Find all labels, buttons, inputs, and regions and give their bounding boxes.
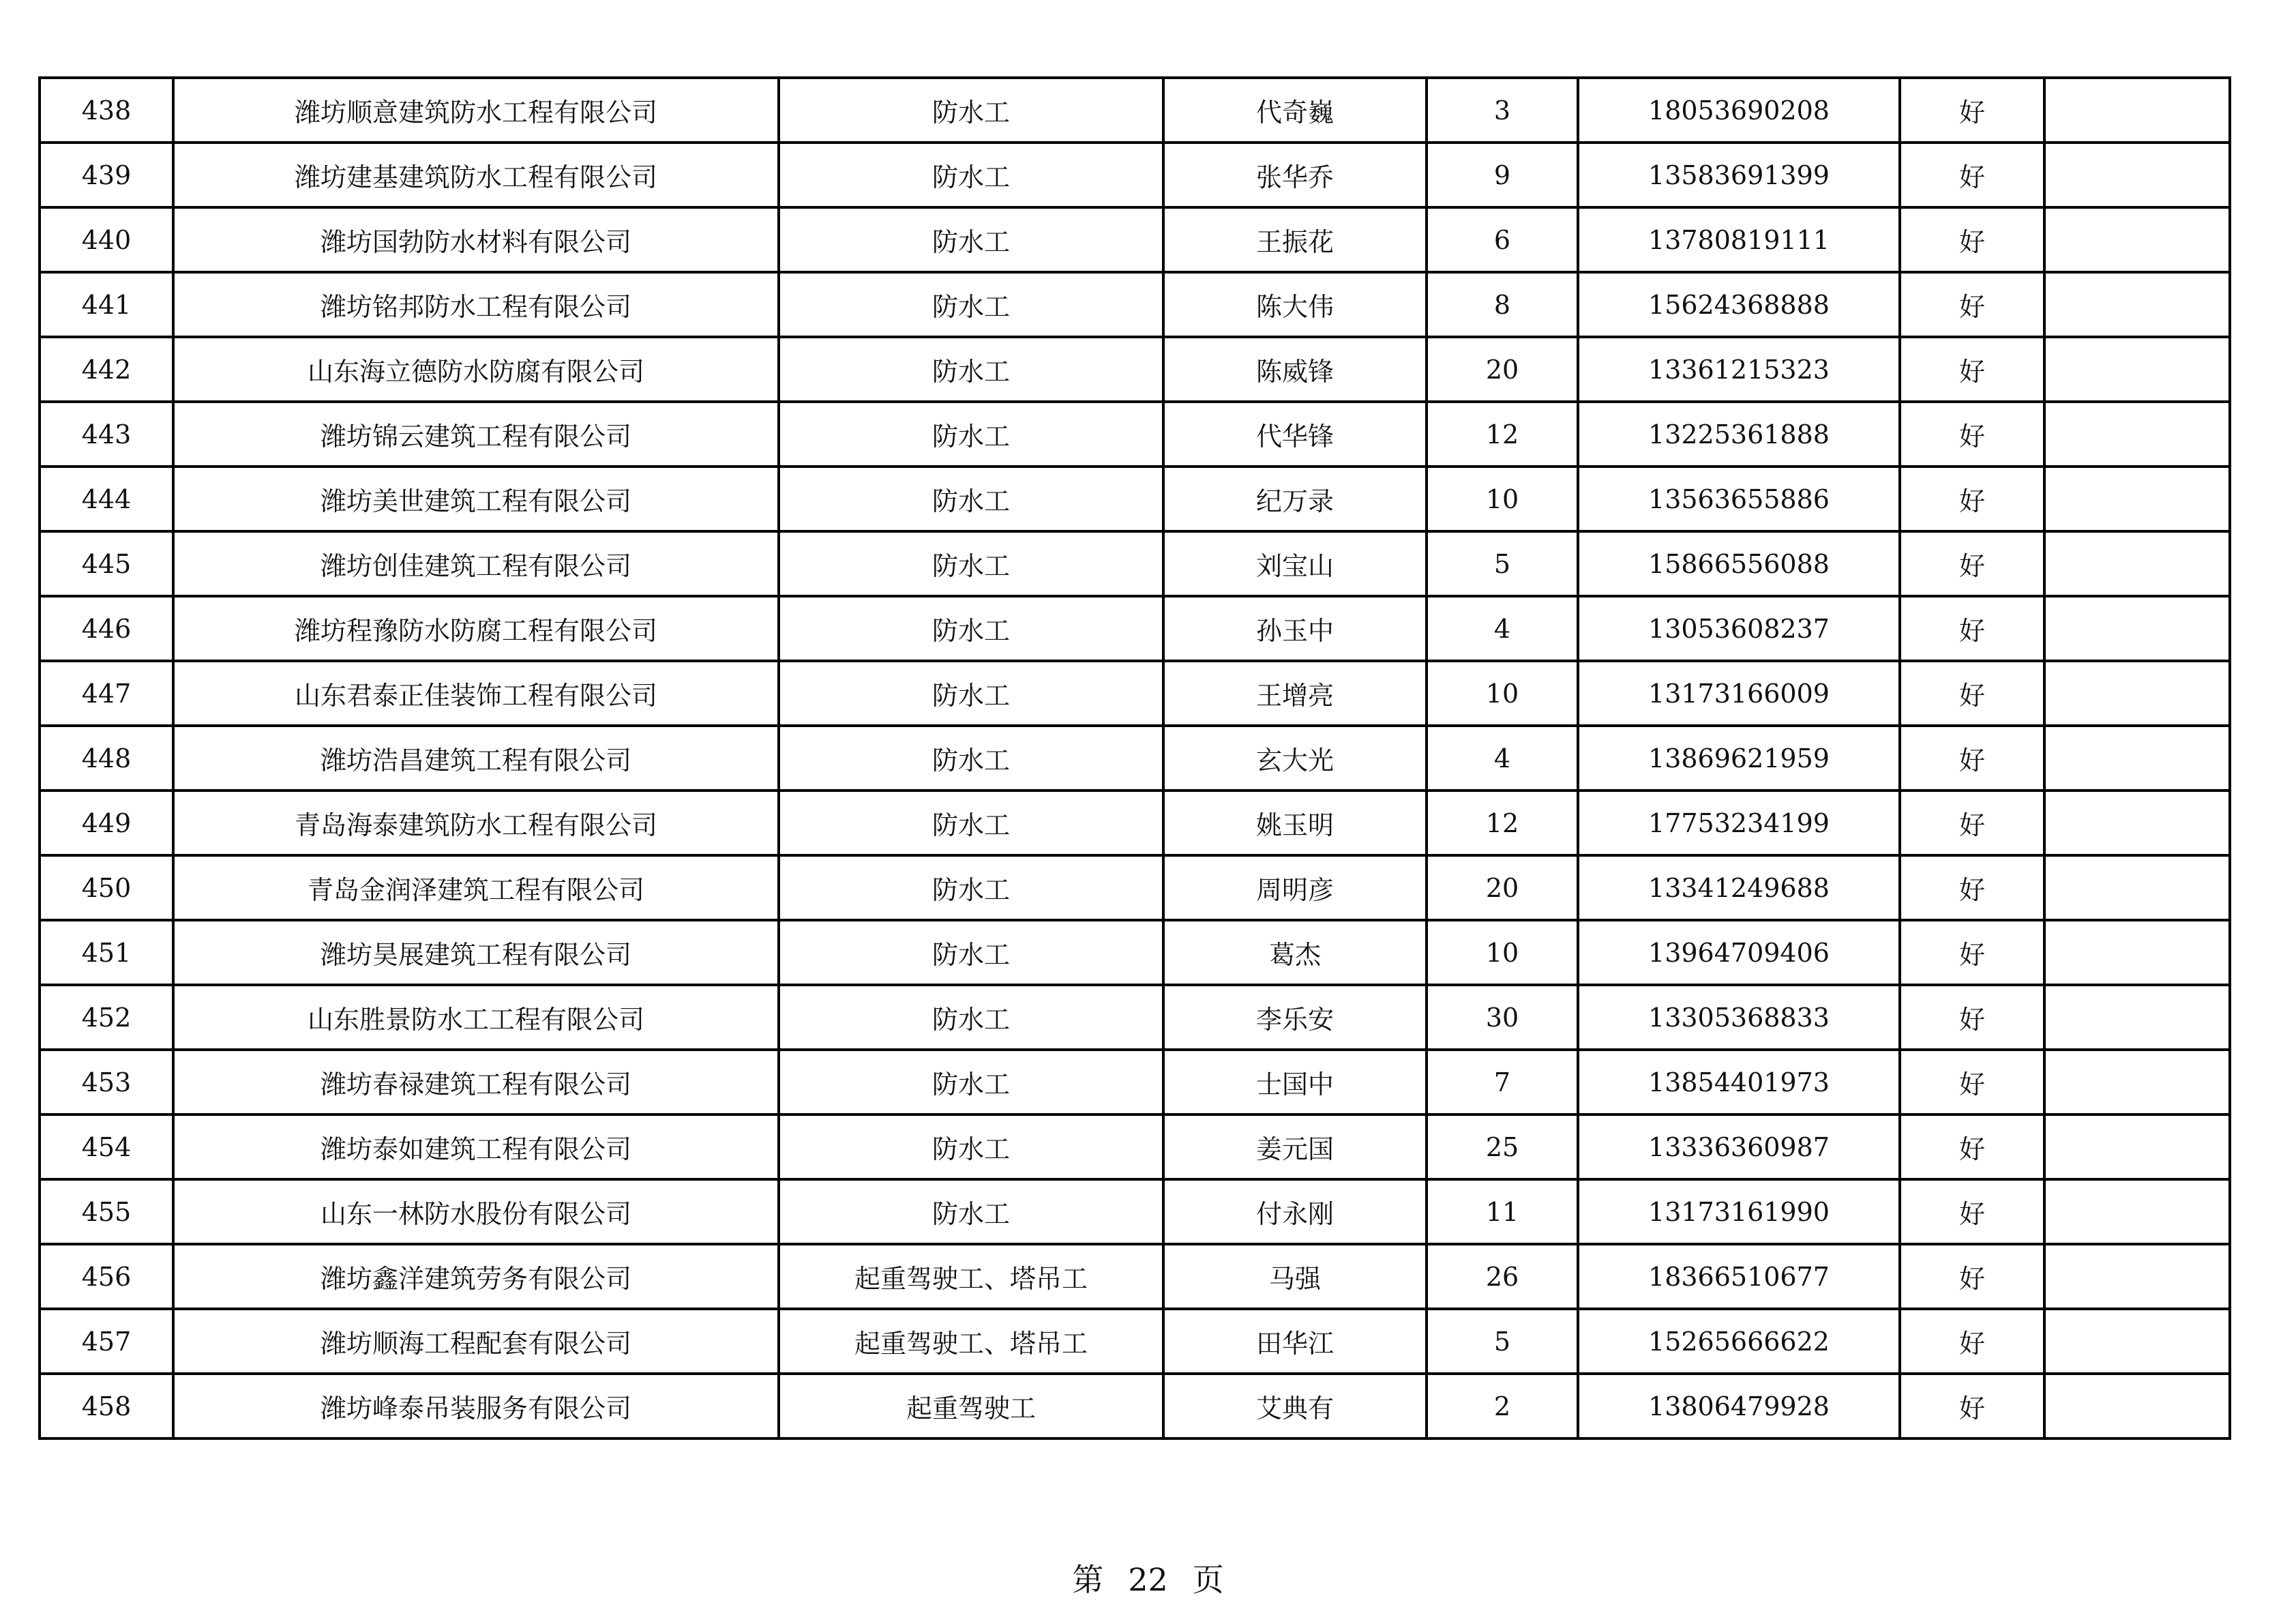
rating-cell: 好 <box>1900 143 2044 207</box>
contact-cell: 纪万录 <box>1163 467 1427 531</box>
table-row <box>40 985 2230 1050</box>
phone-cell: 18053690208 <box>1578 78 1900 143</box>
rating-cell: 好 <box>1900 78 2044 143</box>
phone-cell: 13806479928 <box>1578 1374 1900 1438</box>
phone-cell: 15265666622 <box>1578 1309 1900 1374</box>
remark-cell <box>2044 985 2230 1050</box>
table-row <box>40 791 2230 855</box>
seq-cell: 438 <box>40 78 173 143</box>
company-cell: 潍坊创佳建筑工程有限公司 <box>173 531 779 596</box>
remark-cell <box>2044 596 2230 661</box>
contact-cell: 李乐安 <box>1163 985 1427 1050</box>
trade-cell: 防水工 <box>779 467 1163 531</box>
table-row <box>40 1309 2230 1374</box>
trade-cell: 防水工 <box>779 1114 1163 1179</box>
remark-cell <box>2044 726 2230 791</box>
rating-cell: 好 <box>1900 337 2044 402</box>
remark-cell <box>2044 1179 2230 1244</box>
rating-cell: 好 <box>1900 1114 2044 1179</box>
trade-cell: 防水工 <box>779 78 1163 143</box>
table-row <box>40 661 2230 726</box>
company-cell: 潍坊顺海工程配套有限公司 <box>173 1309 779 1374</box>
phone-cell: 13336360987 <box>1578 1114 1900 1179</box>
contact-cell: 士国中 <box>1163 1050 1427 1114</box>
company-cell: 潍坊春禄建筑工程有限公司 <box>173 1050 779 1114</box>
contact-cell: 刘宝山 <box>1163 531 1427 596</box>
seq-cell: 452 <box>40 985 173 1050</box>
seq-cell: 444 <box>40 467 173 531</box>
table-row <box>40 1050 2230 1114</box>
seq-cell: 440 <box>40 207 173 272</box>
count-cell: 4 <box>1427 596 1578 661</box>
rating-cell: 好 <box>1900 272 2044 337</box>
company-cell: 潍坊国勃防水材料有限公司 <box>173 207 779 272</box>
count-cell: 6 <box>1427 207 1578 272</box>
rating-cell: 好 <box>1900 661 2044 726</box>
table-row <box>40 337 2230 402</box>
company-cell: 潍坊顺意建筑防水工程有限公司 <box>173 78 779 143</box>
rating-cell: 好 <box>1900 726 2044 791</box>
count-cell: 12 <box>1427 791 1578 855</box>
remark-cell <box>2044 402 2230 467</box>
company-cell: 潍坊美世建筑工程有限公司 <box>173 467 779 531</box>
count-cell: 12 <box>1427 402 1578 467</box>
contact-cell: 葛杰 <box>1163 920 1427 985</box>
contact-cell: 王振花 <box>1163 207 1427 272</box>
rating-cell: 好 <box>1900 402 2044 467</box>
contact-cell: 付永刚 <box>1163 1179 1427 1244</box>
company-cell: 青岛金润泽建筑工程有限公司 <box>173 855 779 920</box>
trade-cell: 防水工 <box>779 143 1163 207</box>
rating-cell: 好 <box>1900 855 2044 920</box>
worker-registry-table-container <box>38 76 2228 1440</box>
remark-cell <box>2044 855 2230 920</box>
company-cell: 潍坊峰泰吊装服务有限公司 <box>173 1374 779 1438</box>
seq-cell: 450 <box>40 855 173 920</box>
table-row <box>40 1179 2230 1244</box>
remark-cell <box>2044 207 2230 272</box>
seq-cell: 442 <box>40 337 173 402</box>
count-cell: 20 <box>1427 855 1578 920</box>
trade-cell: 防水工 <box>779 207 1163 272</box>
contact-cell: 代华锋 <box>1163 402 1427 467</box>
seq-cell: 447 <box>40 661 173 726</box>
count-cell: 26 <box>1427 1244 1578 1309</box>
table-row <box>40 207 2230 272</box>
rating-cell: 好 <box>1900 1050 2044 1114</box>
remark-cell <box>2044 467 2230 531</box>
trade-cell: 防水工 <box>779 791 1163 855</box>
rating-cell: 好 <box>1900 1309 2044 1374</box>
count-cell: 25 <box>1427 1114 1578 1179</box>
rating-cell: 好 <box>1900 1374 2044 1438</box>
contact-cell: 代奇巍 <box>1163 78 1427 143</box>
count-cell: 11 <box>1427 1179 1578 1244</box>
phone-cell: 13225361888 <box>1578 402 1900 467</box>
count-cell: 5 <box>1427 531 1578 596</box>
count-cell: 5 <box>1427 1309 1578 1374</box>
company-cell: 山东胜景防水工工程有限公司 <box>173 985 779 1050</box>
rating-cell: 好 <box>1900 1179 2044 1244</box>
trade-cell: 防水工 <box>779 855 1163 920</box>
contact-cell: 王增亮 <box>1163 661 1427 726</box>
phone-cell: 13173161990 <box>1578 1179 1900 1244</box>
rating-cell: 好 <box>1900 1244 2044 1309</box>
phone-cell: 18366510677 <box>1578 1244 1900 1309</box>
table-row <box>40 78 2230 143</box>
contact-cell: 玄大光 <box>1163 726 1427 791</box>
remark-cell <box>2044 920 2230 985</box>
count-cell: 10 <box>1427 920 1578 985</box>
phone-cell: 13854401973 <box>1578 1050 1900 1114</box>
count-cell: 7 <box>1427 1050 1578 1114</box>
trade-cell: 起重驾驶工 <box>779 1374 1163 1438</box>
trade-cell: 防水工 <box>779 1179 1163 1244</box>
seq-cell: 446 <box>40 596 173 661</box>
contact-cell: 田华江 <box>1163 1309 1427 1374</box>
remark-cell <box>2044 1050 2230 1114</box>
seq-cell: 441 <box>40 272 173 337</box>
rating-cell: 好 <box>1900 596 2044 661</box>
seq-cell: 439 <box>40 143 173 207</box>
remark-cell <box>2044 1374 2230 1438</box>
count-cell: 8 <box>1427 272 1578 337</box>
remark-cell <box>2044 1309 2230 1374</box>
trade-cell: 防水工 <box>779 272 1163 337</box>
table-row <box>40 920 2230 985</box>
rating-cell: 好 <box>1900 531 2044 596</box>
contact-cell: 马强 <box>1163 1244 1427 1309</box>
trade-cell: 防水工 <box>779 661 1163 726</box>
trade-cell: 防水工 <box>779 596 1163 661</box>
count-cell: 2 <box>1427 1374 1578 1438</box>
table-row <box>40 1244 2230 1309</box>
phone-cell: 13583691399 <box>1578 143 1900 207</box>
trade-cell: 防水工 <box>779 337 1163 402</box>
company-cell: 潍坊铭邦防水工程有限公司 <box>173 272 779 337</box>
phone-cell: 13563655886 <box>1578 467 1900 531</box>
seq-cell: 449 <box>40 791 173 855</box>
seq-cell: 451 <box>40 920 173 985</box>
seq-cell: 457 <box>40 1309 173 1374</box>
count-cell: 4 <box>1427 726 1578 791</box>
trade-cell: 起重驾驶工、塔吊工 <box>779 1309 1163 1374</box>
rating-cell: 好 <box>1900 207 2044 272</box>
phone-cell: 17753234199 <box>1578 791 1900 855</box>
table-row <box>40 272 2230 337</box>
company-cell: 潍坊鑫洋建筑劳务有限公司 <box>173 1244 779 1309</box>
rating-cell: 好 <box>1900 467 2044 531</box>
seq-cell: 455 <box>40 1179 173 1244</box>
company-cell: 潍坊锦云建筑工程有限公司 <box>173 402 779 467</box>
company-cell: 山东海立德防水防腐有限公司 <box>173 337 779 402</box>
page-number: 22 <box>1128 1561 1168 1598</box>
count-cell: 9 <box>1427 143 1578 207</box>
company-cell: 潍坊泰如建筑工程有限公司 <box>173 1114 779 1179</box>
phone-cell: 13341249688 <box>1578 855 1900 920</box>
trade-cell: 防水工 <box>779 531 1163 596</box>
remark-cell <box>2044 272 2230 337</box>
contact-cell: 陈威锋 <box>1163 337 1427 402</box>
count-cell: 3 <box>1427 78 1578 143</box>
company-cell: 山东一林防水股份有限公司 <box>173 1179 779 1244</box>
contact-cell: 孙玉中 <box>1163 596 1427 661</box>
remark-cell <box>2044 661 2230 726</box>
worker-registry-table <box>38 76 2231 1440</box>
remark-cell <box>2044 1114 2230 1179</box>
table-row <box>40 1114 2230 1179</box>
contact-cell: 张华乔 <box>1163 143 1427 207</box>
company-cell: 潍坊浩昌建筑工程有限公司 <box>173 726 779 791</box>
table-row <box>40 402 2230 467</box>
table-row <box>40 467 2230 531</box>
phone-cell: 13964709406 <box>1578 920 1900 985</box>
seq-cell: 454 <box>40 1114 173 1179</box>
seq-cell: 443 <box>40 402 173 467</box>
seq-cell: 453 <box>40 1050 173 1114</box>
company-cell: 潍坊昊展建筑工程有限公司 <box>173 920 779 985</box>
table-row <box>40 531 2230 596</box>
count-cell: 10 <box>1427 467 1578 531</box>
remark-cell <box>2044 337 2230 402</box>
trade-cell: 防水工 <box>779 402 1163 467</box>
table-body <box>40 78 2230 1438</box>
phone-cell: 15624368888 <box>1578 272 1900 337</box>
company-cell: 山东君泰正佳装饰工程有限公司 <box>173 661 779 726</box>
phone-cell: 13869621959 <box>1578 726 1900 791</box>
contact-cell: 姜元国 <box>1163 1114 1427 1179</box>
phone-cell: 13053608237 <box>1578 596 1900 661</box>
table-row <box>40 726 2230 791</box>
trade-cell: 起重驾驶工、塔吊工 <box>779 1244 1163 1309</box>
count-cell: 10 <box>1427 661 1578 726</box>
company-cell: 潍坊建基建筑防水工程有限公司 <box>173 143 779 207</box>
phone-cell: 13780819111 <box>1578 207 1900 272</box>
seq-cell: 456 <box>40 1244 173 1309</box>
company-cell: 青岛海泰建筑防水工程有限公司 <box>173 791 779 855</box>
trade-cell: 防水工 <box>779 920 1163 985</box>
remark-cell <box>2044 791 2230 855</box>
seq-cell: 445 <box>40 531 173 596</box>
table-row <box>40 1374 2230 1438</box>
remark-cell <box>2044 78 2230 143</box>
remark-cell <box>2044 531 2230 596</box>
table-row <box>40 143 2230 207</box>
trade-cell: 防水工 <box>779 1050 1163 1114</box>
contact-cell: 艾典有 <box>1163 1374 1427 1438</box>
table-row <box>40 855 2230 920</box>
rating-cell: 好 <box>1900 791 2044 855</box>
count-cell: 30 <box>1427 985 1578 1050</box>
trade-cell: 防水工 <box>779 985 1163 1050</box>
rating-cell: 好 <box>1900 985 2044 1050</box>
remark-cell <box>2044 143 2230 207</box>
count-cell: 20 <box>1427 337 1578 402</box>
company-cell: 潍坊程豫防水防腐工程有限公司 <box>173 596 779 661</box>
contact-cell: 姚玉明 <box>1163 791 1427 855</box>
table-row <box>40 596 2230 661</box>
page-footer <box>0 1555 2296 1600</box>
phone-cell: 13305368833 <box>1578 985 1900 1050</box>
rating-cell: 好 <box>1900 920 2044 985</box>
trade-cell: 防水工 <box>779 726 1163 791</box>
seq-cell: 458 <box>40 1374 173 1438</box>
phone-cell: 15866556088 <box>1578 531 1900 596</box>
phone-cell: 13361215323 <box>1578 337 1900 402</box>
phone-cell: 13173166009 <box>1578 661 1900 726</box>
remark-cell <box>2044 1244 2230 1309</box>
contact-cell: 陈大伟 <box>1163 272 1427 337</box>
page-suffix: 页 <box>1192 1561 1224 1598</box>
contact-cell: 周明彦 <box>1163 855 1427 920</box>
page-prefix: 第 <box>1072 1561 1104 1598</box>
seq-cell: 448 <box>40 726 173 791</box>
